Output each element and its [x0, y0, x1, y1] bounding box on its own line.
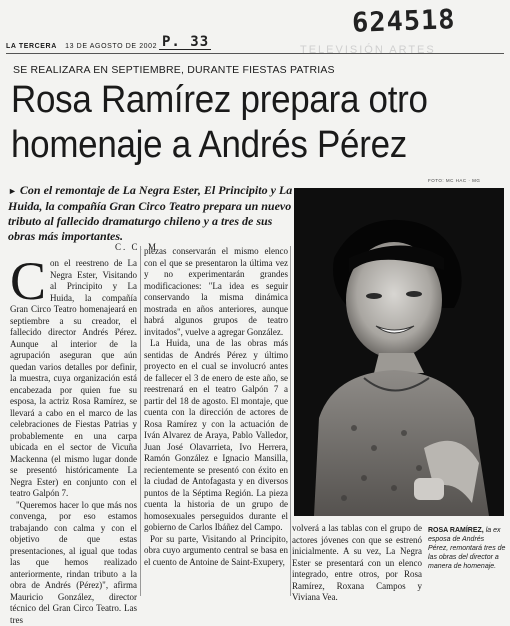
article-column-2: [144, 246, 288, 598]
ghost-section-text: TELEVISIÓN ARTES: [300, 44, 436, 56]
masthead-date: 13 DE AGOSTO DE 2002: [65, 43, 157, 50]
drop-cap: C: [10, 259, 46, 303]
paragraph: volverá a las tablas con el grupo de actores jóvenes con que se estrenó inicialmente. A su vez, La Negra Ester se presentará con un elenco integrado, entre otros, por Rosa Ramírez, Roxana Campos y Viviana Vea.: [292, 523, 422, 604]
column-divider: [140, 246, 141, 596]
lead-paragraph: [8, 183, 293, 244]
caption-text: la ex esposa de Andrés Pérez, remontará tres de las obras del director a manera de homenaje.: [428, 527, 505, 570]
paragraph: piezas conservarán el mismo elenco con el que se presentaron la última vez y no experimentarán grandes modificaciones: "La idea es seguir conservando la misma dinámica mostrada en años anteriores, aunque habrá algunos grupos de teatro invitados", vuelve a agregar González.: [144, 246, 288, 338]
masthead: [6, 43, 157, 50]
article-column-3: [292, 523, 422, 598]
paragraph: La Huida, una de las obras más sentidas de Andrés Pérez y último proyecto en el cual se involucró antes de fallecer el 3 de enero de este año, se reestrenará en el teatro Galpón 7 a partir del 18 de agosto. El montaje, que cuenta con la dirección de actores de Rosa Ramírez y con la actuación de Iván Alvarez de Araya, Pablo Valledor, Juan José Olavarrieta, Ivo Herrera, Ramón González e Ignacio Mansilla, recientemente se presentó con éxito en la ciudad de Antofagasta y en diversos puntos de la Séptima Región. La pieza cuenta la historia de un grupo de homosexuales perseguidos durante el gobierno de Carlos Ibáñez del Campo.: [144, 338, 288, 534]
column-divider: [290, 246, 291, 596]
handwritten-page-number: P. 33: [162, 34, 209, 50]
headline-line-2: homenaje a Andrés Pérez: [11, 124, 407, 166]
paragraph: "Queremos hacer lo que más nos convenga, por eso estamos trabajando con calma y con el objetivo de que estas presentaciones, al igual que todas las que hemos realizado anteriormente, rindan tributo a la obra de Andrés (Pérez)", afirma Mauricio González, director técnico del Gran Circo Teatro. Las tres: [10, 500, 137, 626]
paragraph: Por su parte, Visitando al Principito, obra cuyo argumento central se basa en el cuento de Antoine de Saint-Exupery,: [144, 534, 288, 569]
photo-caption: [428, 526, 506, 571]
caption-name: ROSA RAMÍREZ,: [428, 527, 484, 534]
headline-line-1: Rosa Ramírez prepara otro: [11, 79, 428, 121]
portrait-photo: [294, 188, 504, 516]
paragraph: on el reestreno de La Negra Ester, Visitando al Principito y La Huida, la compañía Gran Circo Teatro homenajeará en septiembre a su creador, el fallecido director Andrés Pérez. Aunque al interior de la agrupación aseguran que aún quedan varios detalles por definir, la muestra, cuya organización está encabezada por quien fue su esposa, la actriz Rosa Ramírez, se llevará a cabo en el marco de las celebraciones de Fiestas Patrias y probablemente en una carpa ubicada en el sector de Vicuña Mackenna (el mismo lugar donde se presentó históricamente La Negra Ester) en conjunto con el teatro Galpón 7.: [10, 258, 137, 500]
headline: [11, 78, 466, 168]
lead-text: Con el remontaje de La Negra Ester, El Principito y La Huida, la compañía Gran Circo Teatro prepara un nuevo tributo al fallecido dramaturgo chileno y a tres de sus obras más importantes.: [8, 183, 292, 243]
byline: C. C. M: [115, 242, 158, 252]
overline: SE REALIZARA EN SEPTIEMBRE, DURANTE FIESTAS PATRIAS: [13, 64, 335, 76]
article-column-1: [10, 258, 137, 598]
triangle-bullet-icon: ►: [8, 184, 17, 199]
portrait-illustration: [294, 188, 504, 516]
masthead-paper: LA TERCERA: [6, 43, 57, 50]
masthead-rule: [6, 53, 504, 54]
photo-credit: FOTO: MC HAC · MG: [428, 178, 480, 183]
handwritten-archive-number: 624518: [351, 4, 456, 39]
